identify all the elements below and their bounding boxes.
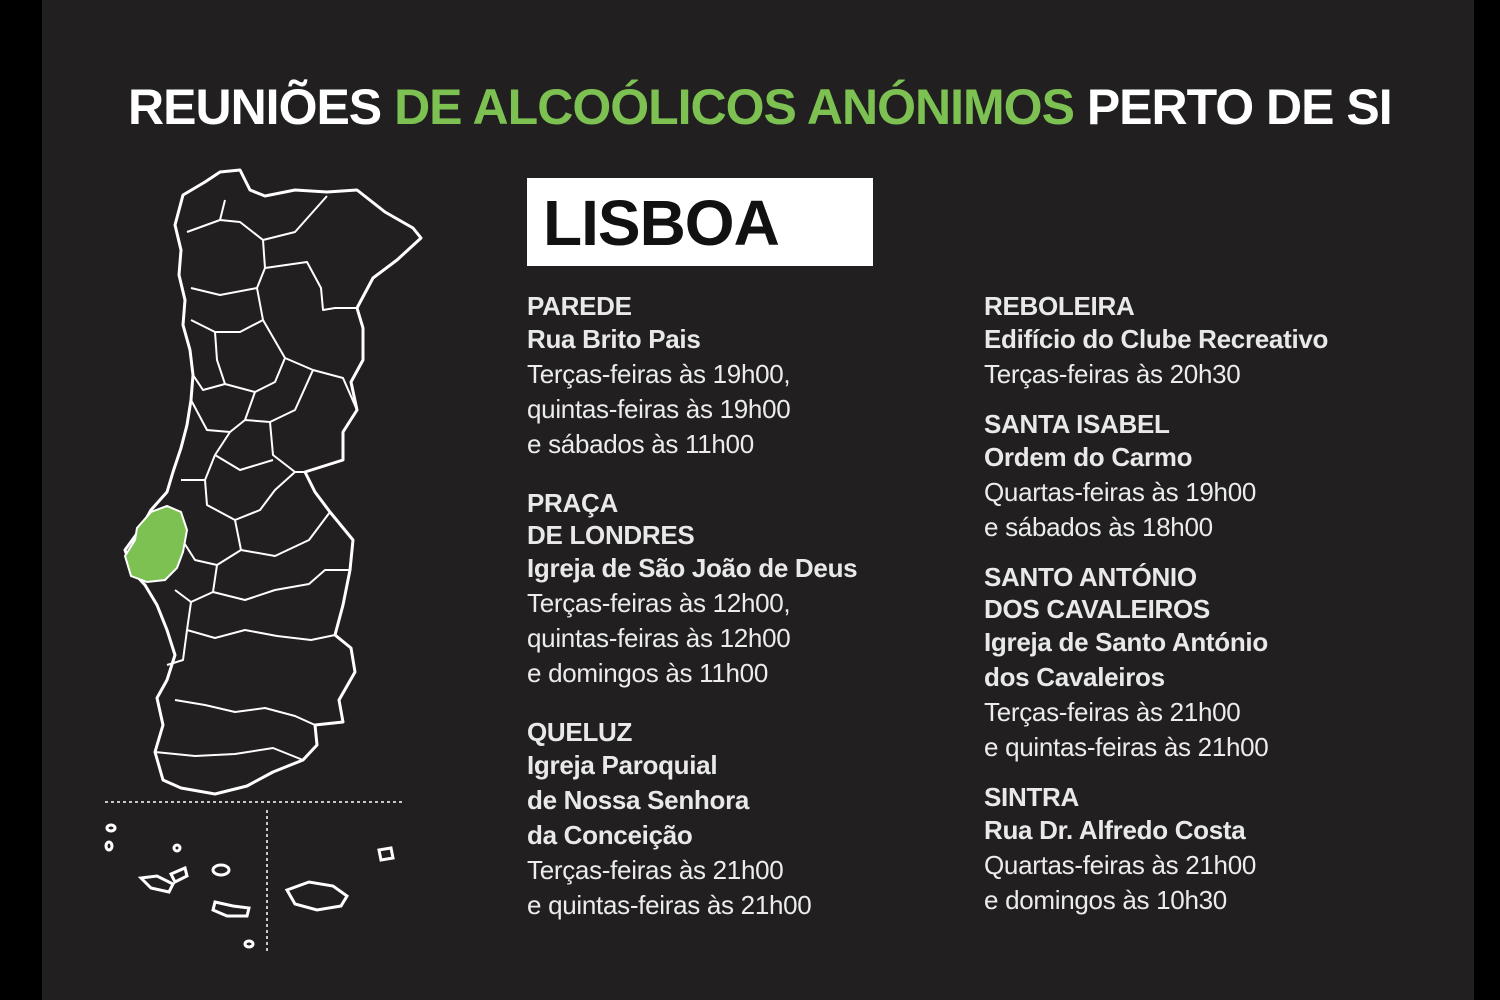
meeting-place: SINTRA <box>984 782 1079 812</box>
meeting-venue: Igreja de São João de Deus <box>527 553 858 583</box>
region-badge <box>527 178 873 266</box>
meeting-venue: Ordem do Carmo <box>984 442 1193 472</box>
meeting-place: QUELUZ <box>527 717 633 747</box>
meeting-place: DOS CAVALEIROS <box>984 594 1210 624</box>
meeting-place: PRAÇA <box>527 488 618 518</box>
meeting-venue: Rua Dr. Alfredo Costa <box>984 815 1246 845</box>
page-title <box>128 78 1428 136</box>
title-part-3: PERTO DE SI <box>1073 79 1392 135</box>
meeting-entry <box>527 487 967 691</box>
meetings-right-column <box>984 290 1454 934</box>
meeting-schedule: Quartas-feiras às 19h00 <box>984 477 1257 507</box>
meeting-schedule: Terças-feiras às 21h00 <box>527 855 784 885</box>
portugal-map-icon <box>95 160 425 960</box>
region-label: LISBOA <box>543 187 779 259</box>
meeting-entry <box>527 716 967 923</box>
meeting-venue: Igreja de Santo António <box>984 627 1268 657</box>
meeting-schedule: e domingos às 11h00 <box>527 658 768 688</box>
meeting-venue: Igreja Paroquial <box>527 750 718 780</box>
meeting-place: REBOLEIRA <box>984 291 1135 321</box>
meeting-schedule: Terças-feiras às 20h30 <box>984 359 1241 389</box>
meeting-schedule: Terças-feiras às 19h00, <box>527 359 791 389</box>
meeting-schedule: Terças-feiras às 21h00 <box>984 697 1241 727</box>
meeting-schedule: e quintas-feiras às 21h00 <box>527 890 812 920</box>
meeting-venue: de Nossa Senhora <box>527 785 750 815</box>
azores-islands <box>106 825 253 947</box>
meeting-entry <box>984 290 1454 392</box>
meeting-venue: Edifício do Clube Recreativo <box>984 324 1329 354</box>
meeting-schedule: e quintas-feiras às 21h00 <box>984 732 1269 762</box>
title-highlight: DE ALCOÓLICOS ANÓNIMOS <box>394 79 1074 135</box>
meeting-schedule: quintas-feiras às 19h00 <box>527 394 791 424</box>
madeira-islands <box>287 848 393 910</box>
meetings-left-column <box>527 290 967 948</box>
meeting-place: DE LONDRES <box>527 520 695 550</box>
meeting-venue: Rua Brito Pais <box>527 324 701 354</box>
meeting-entry <box>984 408 1454 545</box>
meeting-schedule: e domingos às 10h30 <box>984 885 1227 915</box>
lisboa-district <box>125 506 187 582</box>
meeting-venue: dos Cavaleiros <box>984 662 1165 692</box>
meeting-schedule: Terças-feiras às 12h00, <box>527 588 791 618</box>
district-lines <box>155 196 357 760</box>
meeting-schedule: Quartas-feiras às 21h00 <box>984 850 1257 880</box>
meeting-venue: da Conceição <box>527 820 693 850</box>
meeting-schedule: e sábados às 18h00 <box>984 512 1213 542</box>
meeting-entry <box>984 781 1454 918</box>
meeting-place: SANTA ISABEL <box>984 409 1170 439</box>
meeting-place: SANTO ANTÓNIO <box>984 562 1197 592</box>
meeting-entry <box>984 561 1454 765</box>
meeting-schedule: e sábados às 11h00 <box>527 429 754 459</box>
meeting-schedule: quintas-feiras às 12h00 <box>527 623 791 653</box>
meeting-entry <box>527 290 967 462</box>
mainland-outline <box>125 170 421 794</box>
title-part-1: REUNIÕES <box>128 79 395 135</box>
meeting-place: PAREDE <box>527 291 632 321</box>
